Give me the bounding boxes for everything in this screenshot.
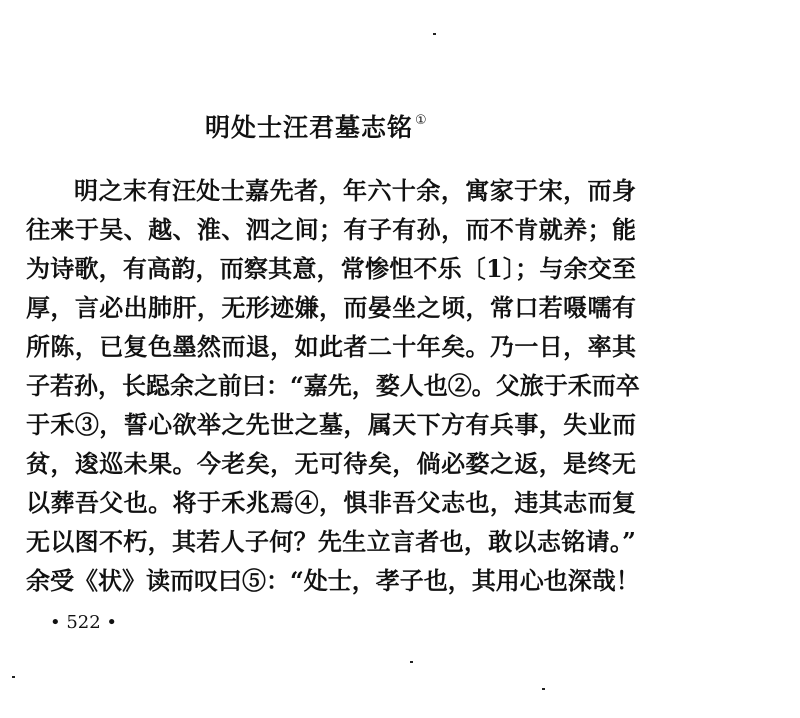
title-footnote-marker: ① — [415, 113, 428, 128]
body-line-5: 所陈，已复色墨然而退，如此者二十年矣。乃一日，率其 — [26, 332, 636, 361]
scan-speck — [410, 661, 413, 663]
body-line-1: 明之末有汪处士嘉先者，年六十余，寓家于宋，而身 — [74, 176, 636, 205]
body-line-7: 于禾③，誓心欲举之先世之墓，属天下方有兵事，失业而 — [26, 410, 636, 439]
scan-speck — [433, 33, 436, 35]
body-line-8: 贫，逡巡未果。今老矣，无可待矣，倘必婺之返，是终无 — [26, 449, 636, 478]
body-line-11: 余受《状》读而叹曰⑤：“处士，孝子也，其用心也深哉！ — [26, 566, 640, 595]
body-line-2: 往来于吴、越、淮、泗之间；有子有孙，而不肯就养；能 — [26, 215, 636, 244]
body-line-3: 为诗歌，有高韵，而察其意，常惨怛不乐〔1〕；与余交至 — [26, 254, 636, 283]
page-title — [205, 108, 428, 144]
body-line-10: 无以图不朽，其若人子何？先生立言者也，敢以志铭请。” — [26, 527, 636, 556]
body-line-9: 以葬吾父也。将于禾兆焉④，惧非吾父志也，违其志而复 — [26, 488, 636, 517]
page-number: • 522 • — [50, 612, 118, 633]
body-line-6: 子若孙，长跽余之前曰：“嘉先，婺人也②。父旅于禾而卒 — [26, 371, 640, 400]
scan-speck — [542, 688, 545, 690]
scan-speck — [12, 676, 15, 678]
title-text: 明处士汪君墓志铭 — [205, 113, 414, 142]
body-line-4: 厚，言必出肺肝，无形迹嫌，而晏坐之顷，常口若嗫嚅有 — [26, 293, 636, 322]
